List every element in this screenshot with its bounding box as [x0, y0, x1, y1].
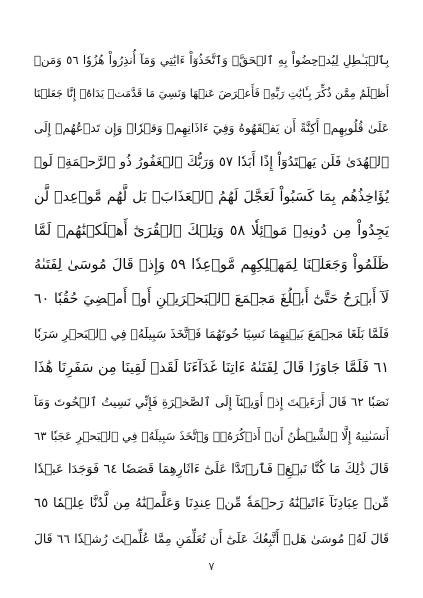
text-line: أَنسَىٰنِيهُ إِلَّا ٱلشَّيۡطَٰنُ أَنۡ أَذۡكُرَهُۥۚ وَٱتَّخَذَ سَبِيلَهُۥ فِي ٱلۡبَحۡرِ عَجَبٗا ٦٣ [34, 429, 389, 444]
text-line: بِٱلۡبَـٰطِلِ لِيُدۡحِضُواْ بِهِ ٱلۡحَقَّۖ وَٱتَّخَذُوٓاْ ءَايَٰتِي وَمَآ أُنذِرُواْ هُزُوٗا ٥٦ وَمَنۡ [34, 53, 389, 67]
text-line: عَلَىٰ قُلُوبِهِمۡ أَكِنَّةً أَن يَفۡقَهُوهُ وَفِيٓ ءَاذَانِهِمۡ وَقۡرٗاۖ وَإِن تَدۡعُهُمۡ إِلَى [34, 121, 389, 136]
text-line: فَلَمَّا بَلَغَا مَجۡمَعَ بَيۡنِهِمَا نَسِيَا حُوتَهُمَا فَٱتَّخَذَ سَبِيلَهُۥ فِي ٱلۡبَحۡرِ سَرَبٗا [34, 326, 389, 341]
verse-text-block [34, 43, 389, 556]
text-line: ظَلَمُواْ وَجَعَلۡنَا لِمَهۡلِكِهِم مَّوۡعِدٗا ٥٩ وَإِذۡ قَالَ مُوسَىٰ لِفَتَىٰهُ [34, 257, 389, 274]
text-line: أَظۡلَمُ مِمَّن ذُكِّرَ بِـَٔايَٰتِ رَبِّهِۦ فَأَعۡرَضَ عَنۡهَا وَنَسِيَ مَا قَدَّمَتۡ يَدَاهُۚ إِنَّا جَعَلۡنَا [34, 87, 389, 101]
text-line: ٦١ فَلَمَّا جَاوَزَا قَالَ لِفَتَىٰهُ ءَاتِنَا غَدَآءَنَا لَقَدۡ لَقِينَا مِن سَفَرِنَا هَٰذَا [34, 359, 389, 376]
text-line: ٱلۡهُدَىٰ فَلَن يَهۡتَدُوٓاْ إِذًا أَبَدٗا ٥٧ وَرَبُّكَ ٱلۡغَفُورُ ذُو ٱلرَّحۡمَةِۖ لَوۡ [34, 154, 389, 170]
page-number: ٧ [208, 560, 215, 573]
text-line: يَجِدُواْ مِن دُونِهِۦ مَوۡئِلٗا ٥٨ وَتِلۡكَ ٱلۡقُرَىٰٓ أَهۡلَكۡنَٰهُمۡ لَمَّا [34, 222, 389, 239]
text-line: لَآ أَبۡرَحُ حَتَّىٰٓ أَبۡلُغَ مَجۡمَعَ ٱلۡبَحۡرَيۡنِ أَوۡ أَمۡضِيَ حُقُبٗا ٦٠ [34, 291, 389, 308]
text-line: مِّنۡ عِبَادِنَآ ءَاتَيۡنَٰهُ رَحۡمَةٗ مِّنۡ عِندِنَا وَعَلَّمۡنَٰهُ مِن لَّدُنَّا عِلۡمٗا ٦٥ [34, 496, 389, 512]
text-line: يُؤَاخِذُهُم بِمَا كَسَبُواْ لَعَجَّلَ لَهُمُ ٱلۡعَذَابَۚ بَل لَّهُم مَّوۡعِدٞ لَّن [34, 188, 389, 205]
text-line: نَصَبٗا ٦٢ قَالَ أَرَءَيۡتَ إِذۡ أَوَيۡنَآ إِلَى ٱلصَّخۡرَةِ فَإِنِّي نَسِيتُ ٱلۡحُوتَ وَمَآ [34, 394, 389, 409]
text-line: قَالَ ذَٰلِكَ مَا كُنَّا نَبۡغِۚ فَٱرۡتَدَّا عَلَىٰٓ ءَاثَارِهِمَا قَصَصٗا ٦٤ فَوَجَدَا عَبۡدٗا [34, 462, 389, 478]
text-line: قَالَ لَهُۥ مُوسَىٰ هَلۡ أَتَّبِعُكَ عَلَىٰٓ أَن تُعَلِّمَنِ مِمَّا عُلِّمۡتَ رُشۡدٗا ٦٦ قَالَ [34, 531, 389, 546]
